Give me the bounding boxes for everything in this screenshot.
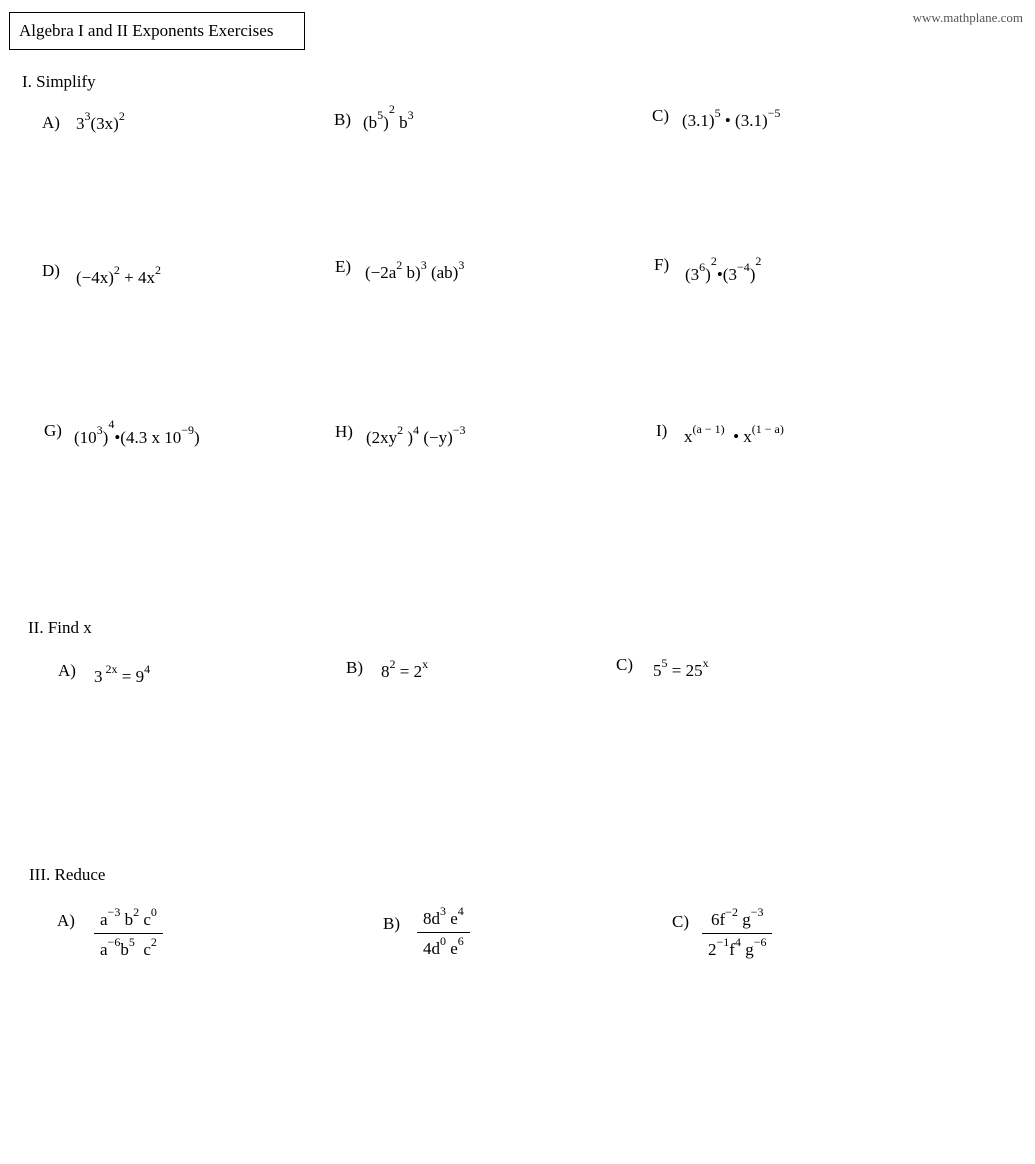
problem-expression-1h: ($2xy^2$ )$^4$ $(-y)^{-3}$ (366, 423, 466, 447)
section-find-x-heading: II. Find x (28, 618, 92, 637)
problem-expression-1f: $(3^6)^2•(3^{-4})^2$ (685, 254, 762, 284)
site-watermark: www.mathplane.com (912, 10, 1023, 25)
fraction-3a-numerator: $a^{-3}$ $b^2$ $c^0$ (94, 910, 163, 934)
problem-label-3c: C) (672, 912, 689, 931)
problem-label-1d: D) (42, 261, 60, 280)
section-reduce-heading: III. Reduce (29, 865, 106, 884)
fraction-3b-numerator: $8d^3$ $e^4$ (417, 909, 470, 933)
problem-label-1f: F) (654, 255, 670, 274)
problem-label-2c: C) (616, 655, 633, 674)
worksheet-title: Algebra I and II Exponents Exercises (9, 12, 305, 50)
problem-label-1h: H) (335, 422, 353, 441)
problem-label-3b: B) (383, 914, 400, 933)
problem-expression-1i: $x^{(a - 1)}$ • $x^{(1 - a)}$ (684, 422, 784, 446)
problem-expression-1e: ($-2a^2$ b)$^3$ (ab)$^3$ (365, 258, 465, 282)
problem-label-1g: G) (44, 421, 62, 440)
problem-fraction-3a (94, 905, 163, 960)
problem-expression-2c: $5^5 = 25^x$ (653, 656, 709, 680)
problem-expression-1d: $(-4x)^2 + 4x^2$ (76, 263, 162, 287)
problem-label-1c: C) (652, 106, 669, 125)
problem-label-1a: A) (42, 113, 60, 132)
problem-label-1e: E) (335, 257, 352, 276)
problem-fraction-3c (702, 905, 772, 960)
problem-label-1b: B) (334, 110, 351, 129)
problem-expression-1c: $(3.1)^5$ • $(3.1)^{-5}$ (682, 106, 781, 130)
problem-expression-1a: $3^3(3x)^2$ (76, 109, 125, 133)
problem-label-2b: B) (346, 658, 363, 677)
problem-label-3a: A) (57, 911, 75, 930)
problem-expression-1g: $(10^3)^4•(4.3$ x $10^{-9}$) (74, 417, 200, 447)
fraction-3b-denominator: $4d^0$ $e^6$ (423, 934, 464, 958)
problem-expression-2a: 3 $^{2x} = 9^4$ (94, 662, 151, 686)
problem-expression-2b: $8^2 = 2^x$ (381, 657, 429, 681)
fraction-3c-numerator: $6f^{-2}$ $g^{-3}$ (702, 910, 772, 934)
section-simplify-heading: I. Simplify (22, 72, 96, 91)
problem-expression-1b: $(b^5)^2$ $b^3$ (363, 102, 414, 132)
fraction-3a-denominator: $a^{-6}b^5$ $c^2$ (100, 935, 157, 959)
fraction-3c-denominator: $2^{-1}f^4$ $g^{-6}$ (708, 935, 767, 959)
problem-fraction-3b (417, 904, 470, 959)
problem-label-1i: I) (656, 421, 668, 440)
problem-label-2a: A) (58, 661, 76, 680)
